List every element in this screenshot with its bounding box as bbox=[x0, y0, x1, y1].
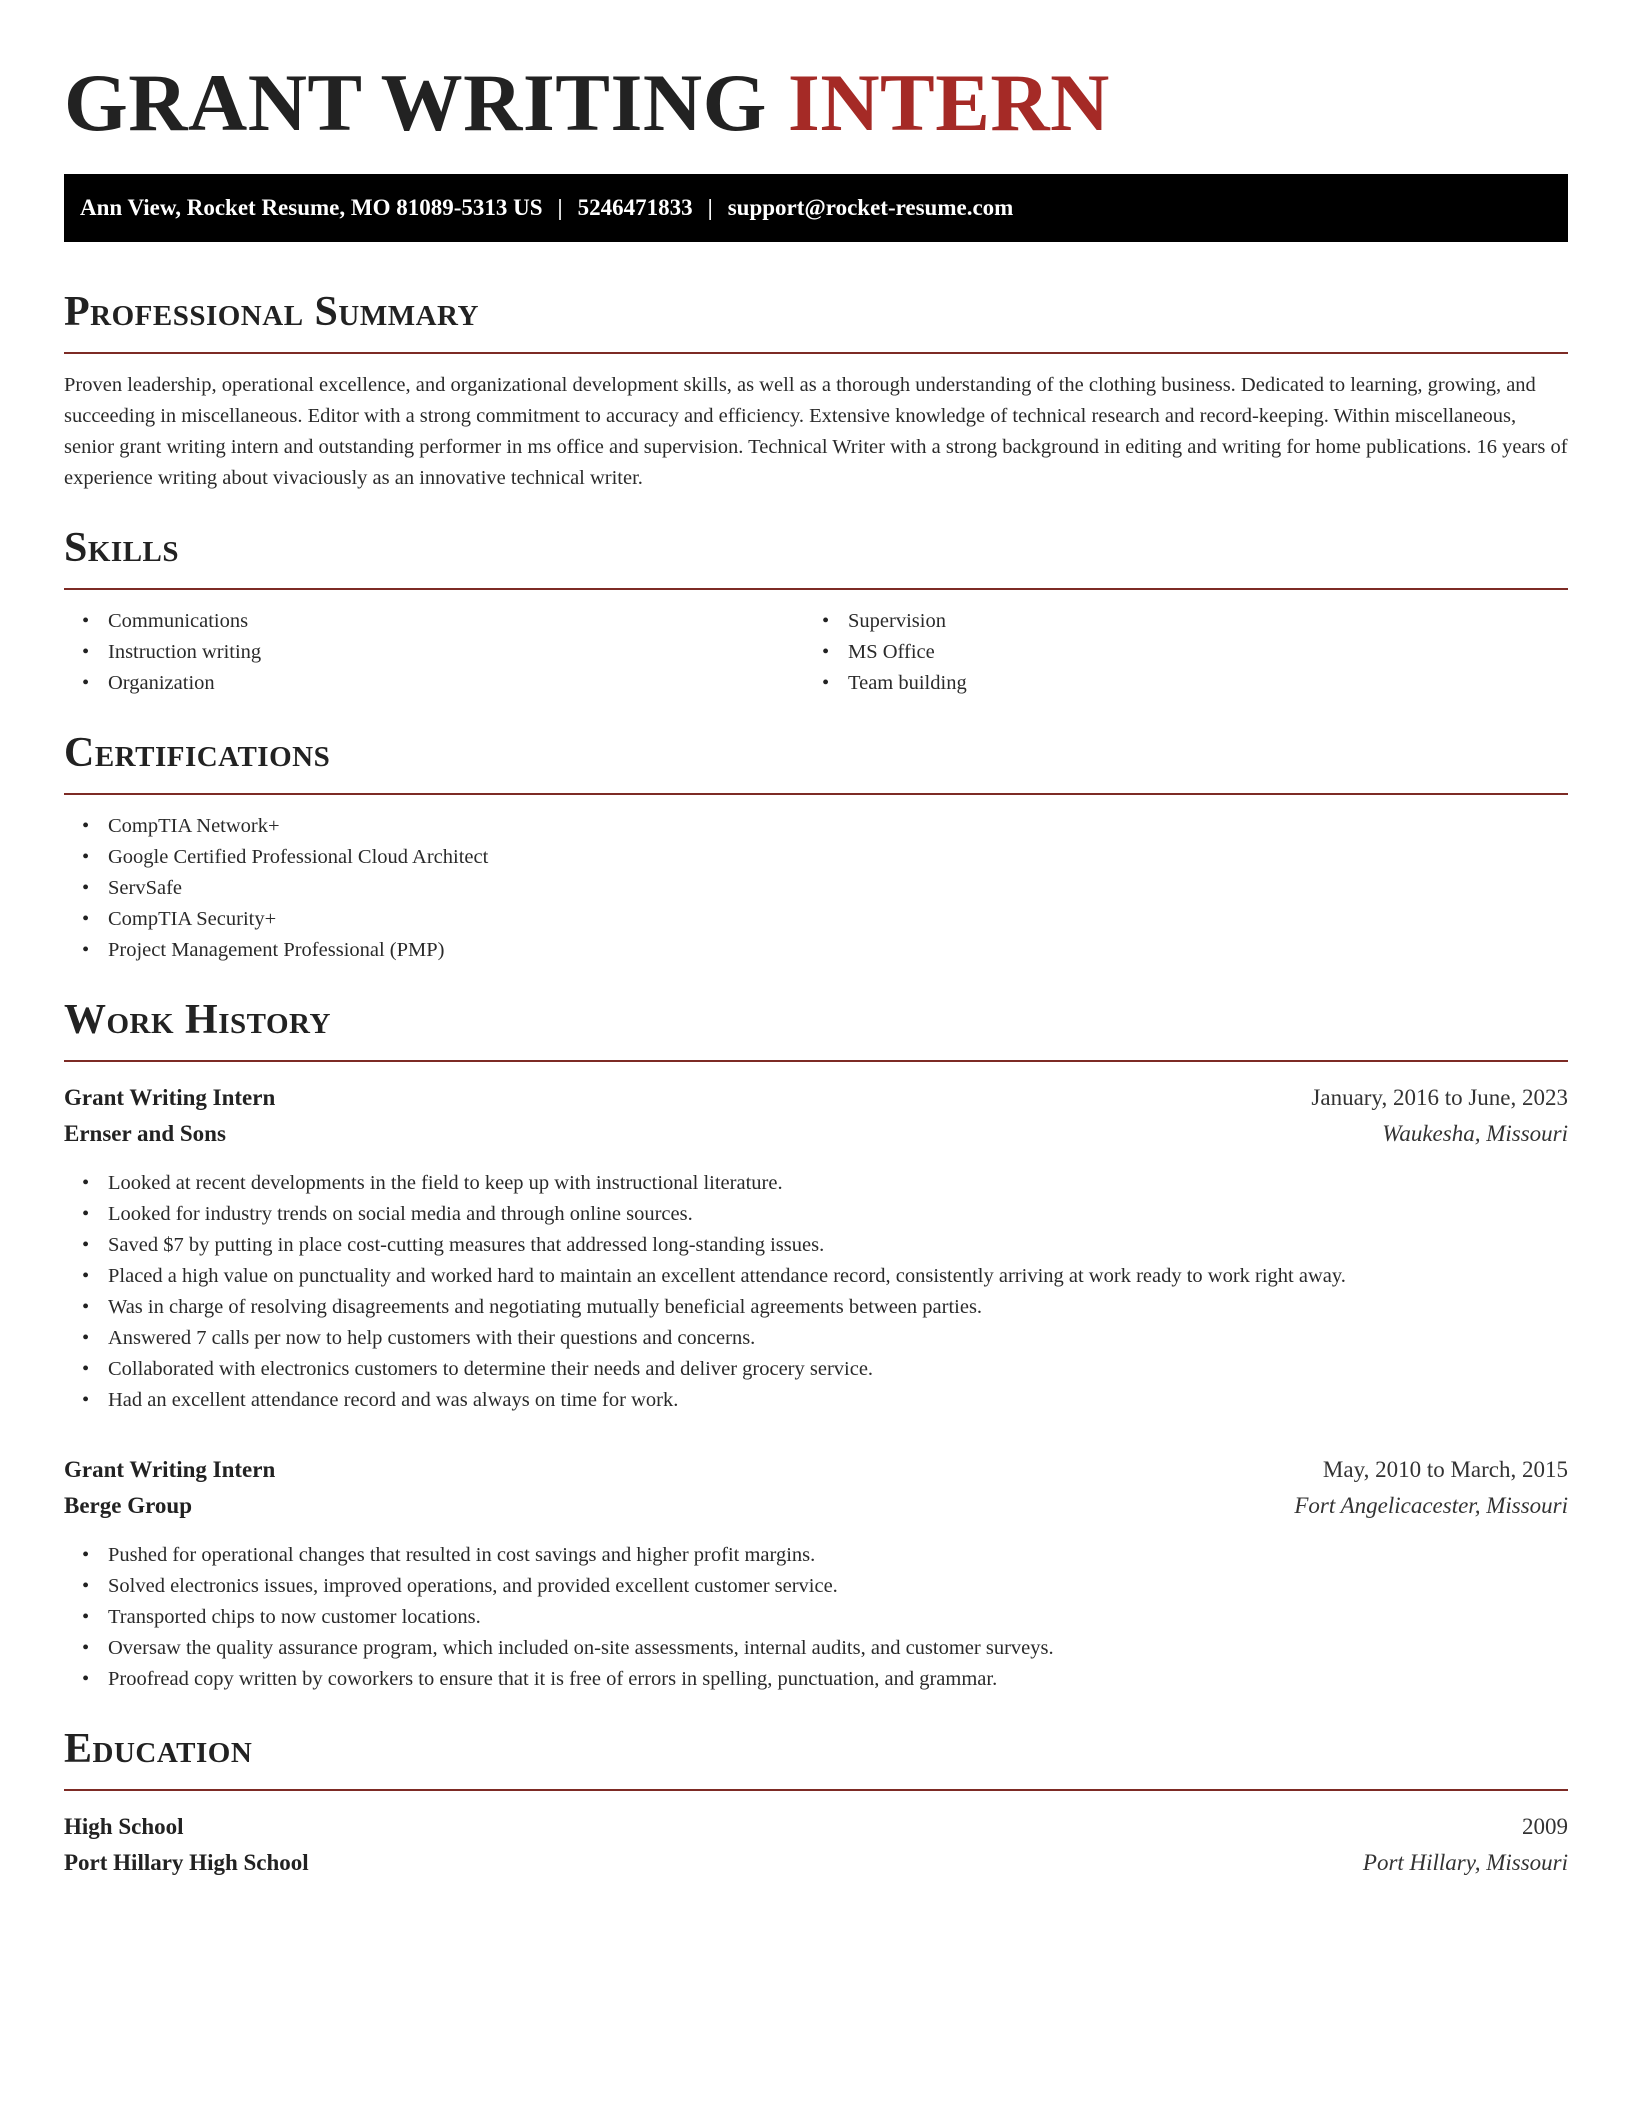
resume-title bbox=[64, 50, 1568, 156]
contact-separator: | bbox=[557, 195, 563, 220]
job-company: Berge Group bbox=[64, 1493, 192, 1518]
contact-email: support@rocket-resume.com bbox=[727, 195, 1014, 220]
certification-item: • Google Certified Professional Cloud Architect bbox=[64, 842, 1568, 873]
job-bullet: • Solved electronics issues, improved operations, and provided excellent customer service. bbox=[64, 1571, 1568, 1602]
job-company: Ernser and Sons bbox=[64, 1121, 226, 1146]
education-section bbox=[64, 1723, 1568, 1881]
education-school: Port Hillary High School bbox=[64, 1850, 309, 1875]
job-bullet: • Transported chips to now customer locations. bbox=[64, 1602, 1568, 1633]
job-bullet: • Looked at recent developments in the field to keep up with instructional literature. bbox=[64, 1168, 1568, 1199]
education-heading: Education bbox=[64, 1723, 1568, 1791]
job-bullet: • Answered 7 calls per now to help customers with their questions and concerns. bbox=[64, 1323, 1568, 1354]
job-dates: January, 2016 to June, 2023 bbox=[1311, 1085, 1568, 1110]
job-bullet: • Saved $7 by putting in place cost-cutting measures that addressed long-standing issues. bbox=[64, 1230, 1568, 1261]
job-bullets bbox=[64, 1540, 1568, 1695]
job-bullet: • Had an excellent attendance record and was always on time for work. bbox=[64, 1385, 1568, 1416]
job-entry bbox=[64, 1452, 1568, 1695]
job-company-row bbox=[64, 1488, 1568, 1524]
job-company-row bbox=[64, 1116, 1568, 1152]
title-part-2: INTERN bbox=[787, 57, 1110, 148]
job-location: Fort Angelicacester, Missouri bbox=[1294, 1493, 1568, 1518]
job-header-row bbox=[64, 1080, 1568, 1116]
education-degree-row bbox=[64, 1809, 1568, 1845]
skills-section bbox=[64, 522, 1568, 699]
job-entry bbox=[64, 1080, 1568, 1416]
job-title: Grant Writing Intern bbox=[64, 1457, 276, 1482]
certification-item: • CompTIA Network+ bbox=[64, 811, 1568, 842]
skills-list-right bbox=[804, 606, 1544, 699]
work-history-section bbox=[64, 994, 1568, 1695]
skill-item: • MS Office bbox=[804, 637, 1544, 668]
job-location: Waukesha, Missouri bbox=[1382, 1121, 1568, 1146]
skill-item: • Organization bbox=[64, 668, 804, 699]
job-bullets bbox=[64, 1168, 1568, 1416]
job-bullet: • Oversaw the quality assurance program, which included on-site assessments, internal audits, and customer surveys. bbox=[64, 1633, 1568, 1664]
job-bullet: • Was in charge of resolving disagreements and negotiating mutually beneficial agreements between parties. bbox=[64, 1292, 1568, 1323]
job-bullet: • Collaborated with electronics customers to determine their needs and deliver grocery service. bbox=[64, 1354, 1568, 1385]
certification-item: • CompTIA Security+ bbox=[64, 904, 1568, 935]
job-bullet: • Proofread copy written by coworkers to ensure that it is free of errors in spelling, punctuation, and grammar. bbox=[64, 1664, 1568, 1695]
job-bullet: • Placed a high value on punctuality and worked hard to maintain an excellent attendance record, consistently arriving at work ready to work right away. bbox=[64, 1261, 1568, 1292]
education-year: 2009 bbox=[1522, 1814, 1568, 1839]
skill-item: • Instruction writing bbox=[64, 637, 804, 668]
skills-list-left bbox=[64, 606, 804, 699]
certifications-list bbox=[64, 811, 1568, 966]
certifications-section bbox=[64, 727, 1568, 966]
certification-item: • Project Management Professional (PMP) bbox=[64, 935, 1568, 966]
contact-bar bbox=[64, 174, 1568, 242]
contact-phone: 5246471833 bbox=[577, 195, 693, 220]
contact-separator: | bbox=[707, 195, 713, 220]
work-history-heading: Work History bbox=[64, 994, 1568, 1062]
skill-item: • Supervision bbox=[804, 606, 1544, 637]
summary-section bbox=[64, 286, 1568, 494]
education-entry bbox=[64, 1809, 1568, 1881]
education-school-row bbox=[64, 1845, 1568, 1881]
title-part-1: GRANT WRITING bbox=[64, 57, 767, 148]
skills-grid bbox=[64, 606, 1568, 699]
job-dates: May, 2010 to March, 2015 bbox=[1322, 1457, 1568, 1482]
summary-heading: Professional Summary bbox=[64, 286, 1568, 354]
job-header-row bbox=[64, 1452, 1568, 1488]
certifications-heading: Certifications bbox=[64, 727, 1568, 795]
education-degree: High School bbox=[64, 1814, 184, 1839]
summary-text: Proven leadership, operational excellence, and organizational development skills, as well as a thorough understanding of the clothing business. Dedicated to learning, growing, and succeeding in miscellaneous. Editor with a strong commitment to accuracy and efficiency. Extensive knowledge of technical research and record-keeping. Within miscellaneous, senior grant writing intern and outstanding performer in ms office and supervision. Technical Writer with a strong background in editing and writing for home publications. 16 years of experience writing about vivaciously as an innovative technical writer. bbox=[64, 374, 1568, 489]
skill-item: • Team building bbox=[804, 668, 1544, 699]
skill-item: • Communications bbox=[64, 606, 804, 637]
job-title: Grant Writing Intern bbox=[64, 1085, 276, 1110]
skills-heading: Skills bbox=[64, 522, 1568, 590]
job-bullet: • Looked for industry trends on social media and through online sources. bbox=[64, 1199, 1568, 1230]
contact-address: Ann View, Rocket Resume, MO 81089-5313 US bbox=[80, 195, 543, 220]
education-location: Port Hillary, Missouri bbox=[1362, 1850, 1568, 1875]
certification-item: • ServSafe bbox=[64, 873, 1568, 904]
job-bullet: • Pushed for operational changes that resulted in cost savings and higher profit margins. bbox=[64, 1540, 1568, 1571]
